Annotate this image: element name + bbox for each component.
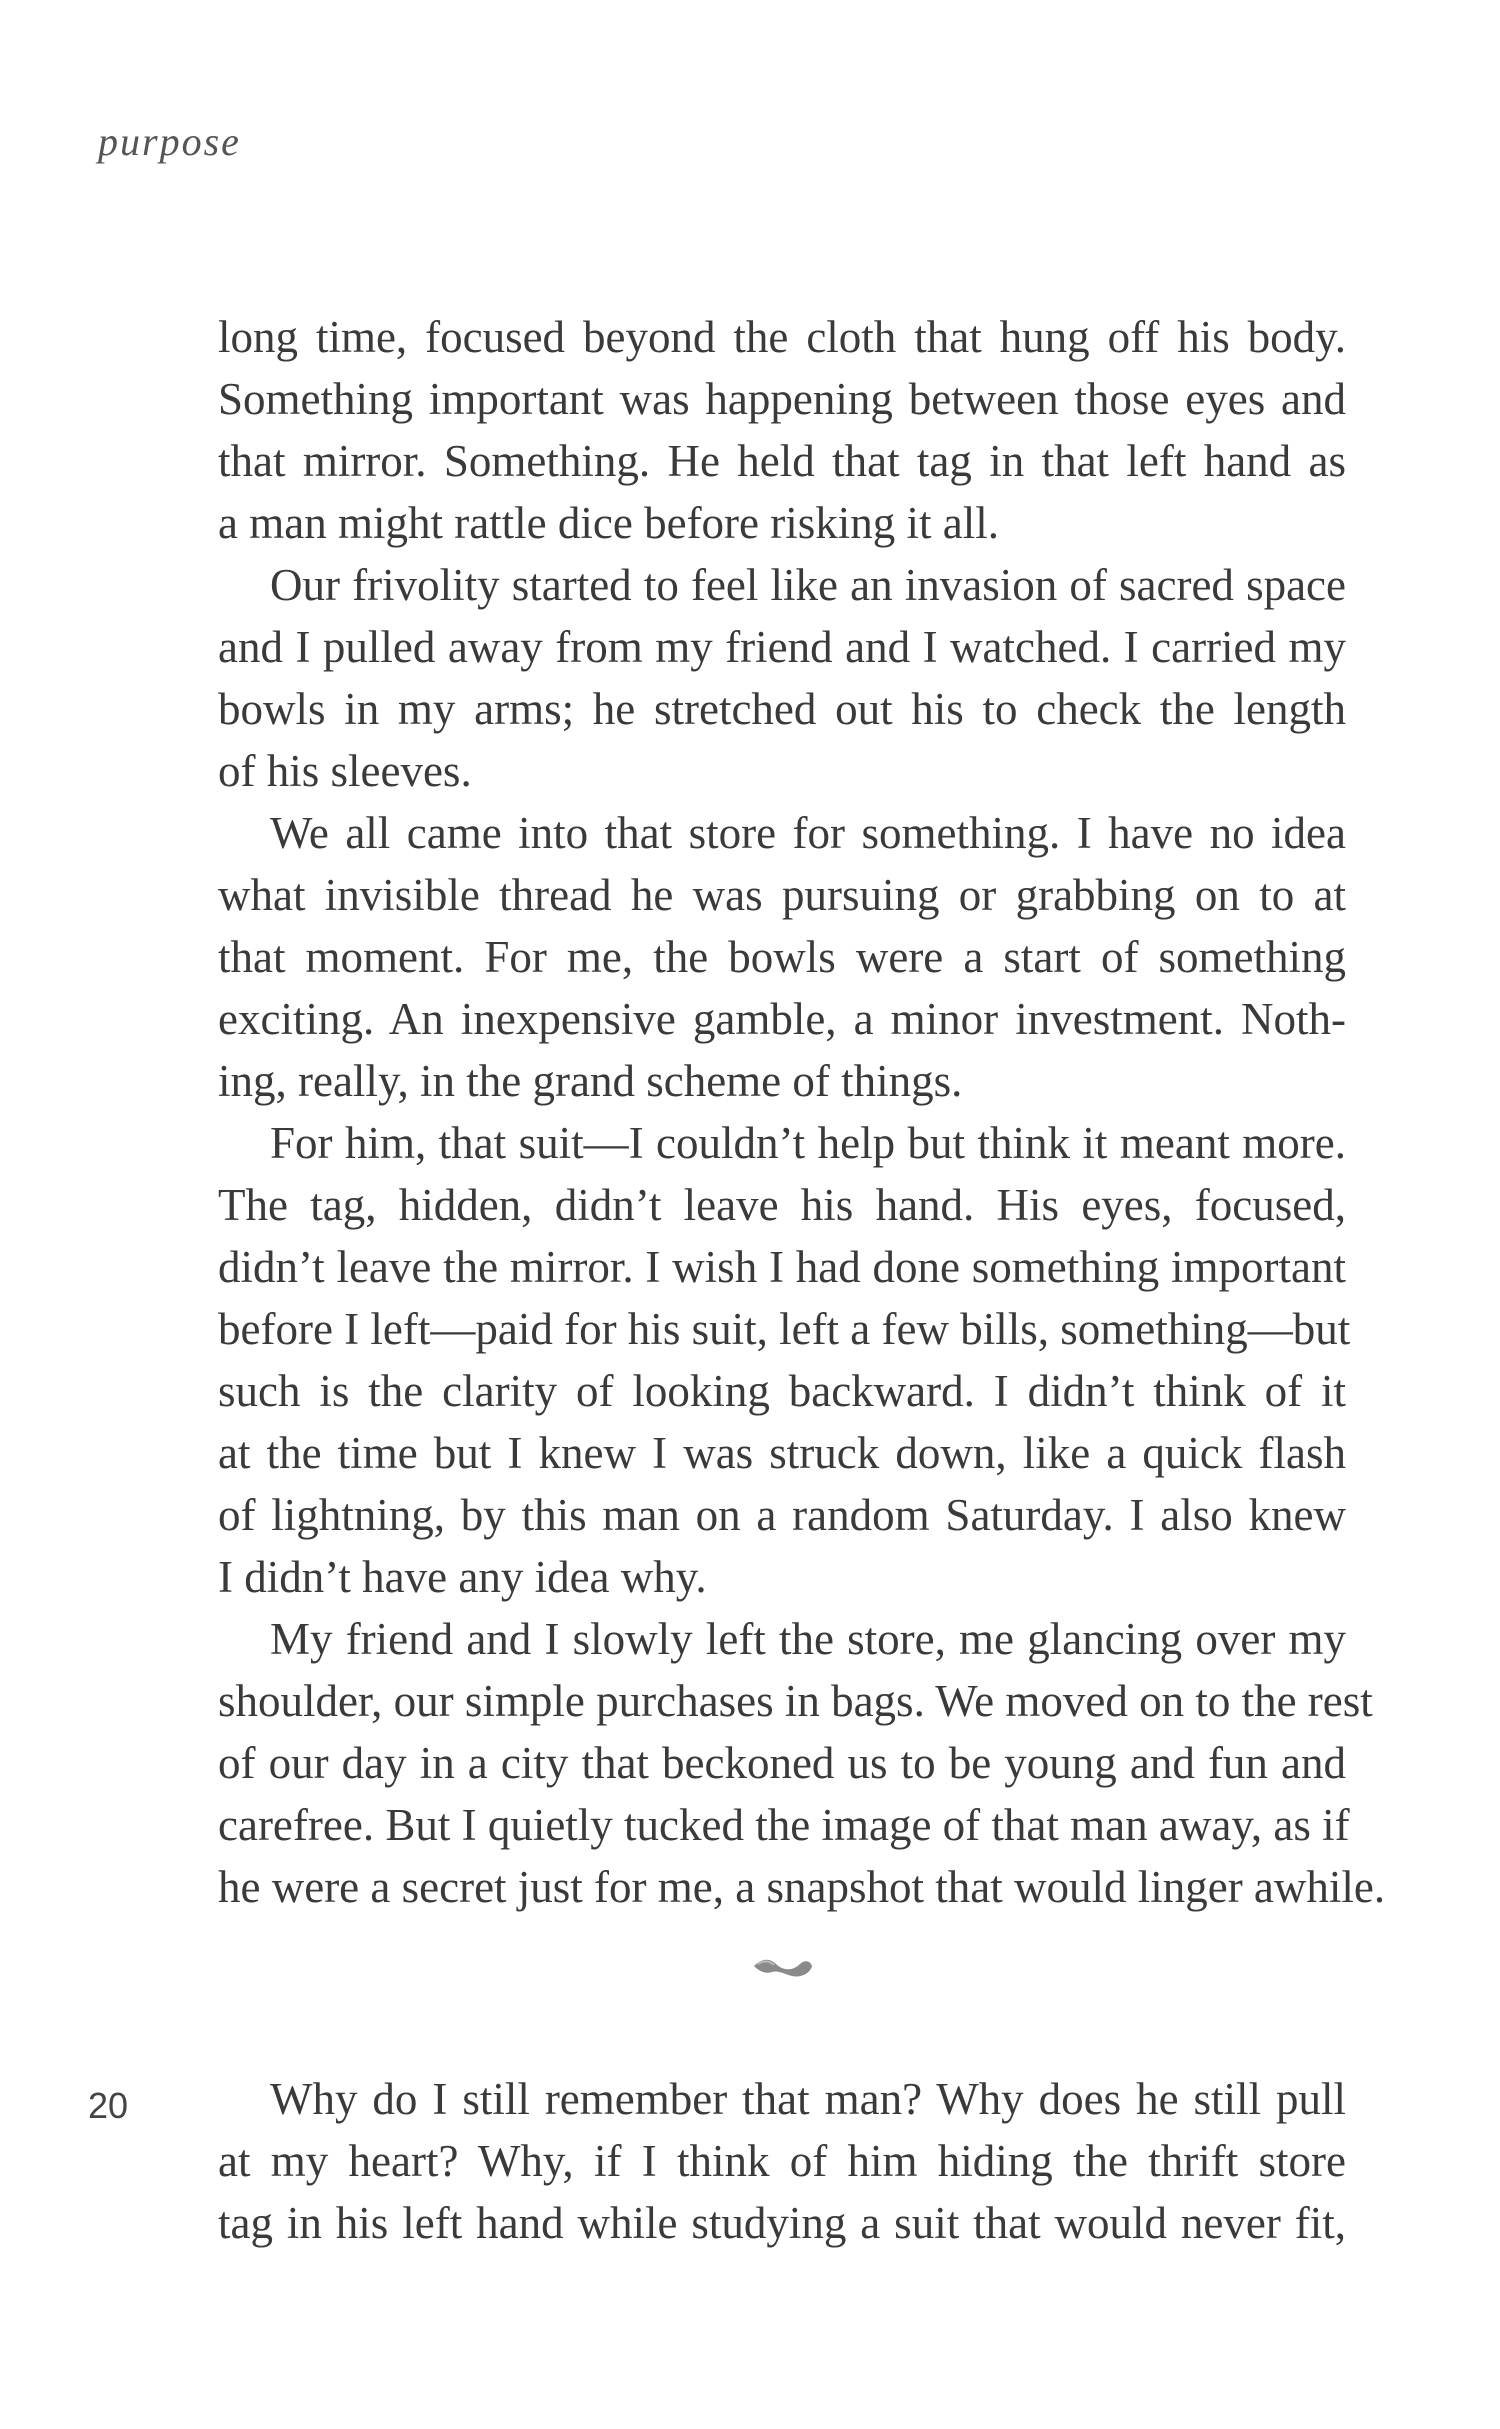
text-line: My friend and I slowly left the store, me glancing over my — [270, 1614, 1346, 1664]
text-line: bowls in my arms; he stretched out his to check the length — [218, 684, 1346, 734]
text-line: exciting. An inexpensive gamble, a minor investment. Noth- — [218, 994, 1346, 1044]
text-line: Why do I still remember that man? Why does he still pull — [270, 2074, 1346, 2124]
text-line: of his sleeves. — [218, 746, 472, 796]
text-line: that moment. For me, the bowls were a start of something — [218, 932, 1346, 982]
text-line: of lightning, by this man on a random Saturday. I also knew — [218, 1490, 1346, 1540]
text-line: shoulder, our simple purchases in bags. We moved on to the rest — [218, 1676, 1373, 1726]
text-line: The tag, hidden, didn’t leave his hand. His eyes, focused, — [218, 1180, 1346, 1230]
paragraph — [218, 2068, 1346, 2254]
text-line: of our day in a city that beckoned us to be young and fun and — [218, 1738, 1346, 1788]
paragraph — [218, 802, 1346, 1112]
paragraph — [218, 306, 1346, 554]
text-line: didn’t leave the mirror. I wish I had done something important — [218, 1242, 1346, 1292]
text-line: long time, focused beyond the cloth that hung off his body. — [218, 312, 1346, 362]
paragraph — [218, 1112, 1351, 1608]
text-line: a man might rattle dice before risking it all. — [218, 498, 999, 548]
section-break-ornament-icon — [748, 1948, 818, 1988]
text-line: that mirror. Something. He held that tag in that left hand as — [218, 436, 1346, 486]
text-line: at the time but I knew I was struck down, like a quick flash — [218, 1428, 1346, 1478]
body-text — [218, 306, 1386, 2254]
text-line: carefree. But I quietly tucked the image of that man away, as if — [218, 1800, 1350, 1850]
text-line: We all came into that store for something. I have no idea — [270, 808, 1346, 858]
section-break — [218, 1918, 1346, 2068]
page-number: 20 — [88, 2085, 129, 2126]
text-line: Something important was happening between those eyes and — [218, 374, 1346, 424]
text-line: what invisible thread he was pursuing or grabbing on to at — [218, 870, 1346, 920]
text-line: and I pulled away from my friend and I watched. I carried my — [218, 622, 1346, 672]
text-line: he were a secret just for me, a snapshot that would linger awhile. — [218, 1862, 1386, 1912]
text-line: at my heart? Why, if I think of him hiding the thrift store — [218, 2136, 1346, 2186]
text-line: ing, really, in the grand scheme of things. — [218, 1056, 963, 1106]
running-head: purpose — [98, 119, 241, 164]
text-line: For him, that suit—I couldn’t help but think it meant more. — [270, 1118, 1346, 1168]
paragraph — [218, 554, 1346, 802]
text-line: Our frivolity started to feel like an invasion of sacred space — [270, 560, 1346, 610]
paragraph — [218, 1608, 1386, 1918]
text-line: such is the clarity of looking backward. I didn’t think of it — [218, 1366, 1346, 1416]
text-line: tag in his left hand while studying a suit that would never fit, — [218, 2198, 1346, 2248]
text-line: before I left—paid for his suit, left a few bills, something—but — [218, 1304, 1351, 1354]
text-line: I didn’t have any idea why. — [218, 1552, 707, 1602]
